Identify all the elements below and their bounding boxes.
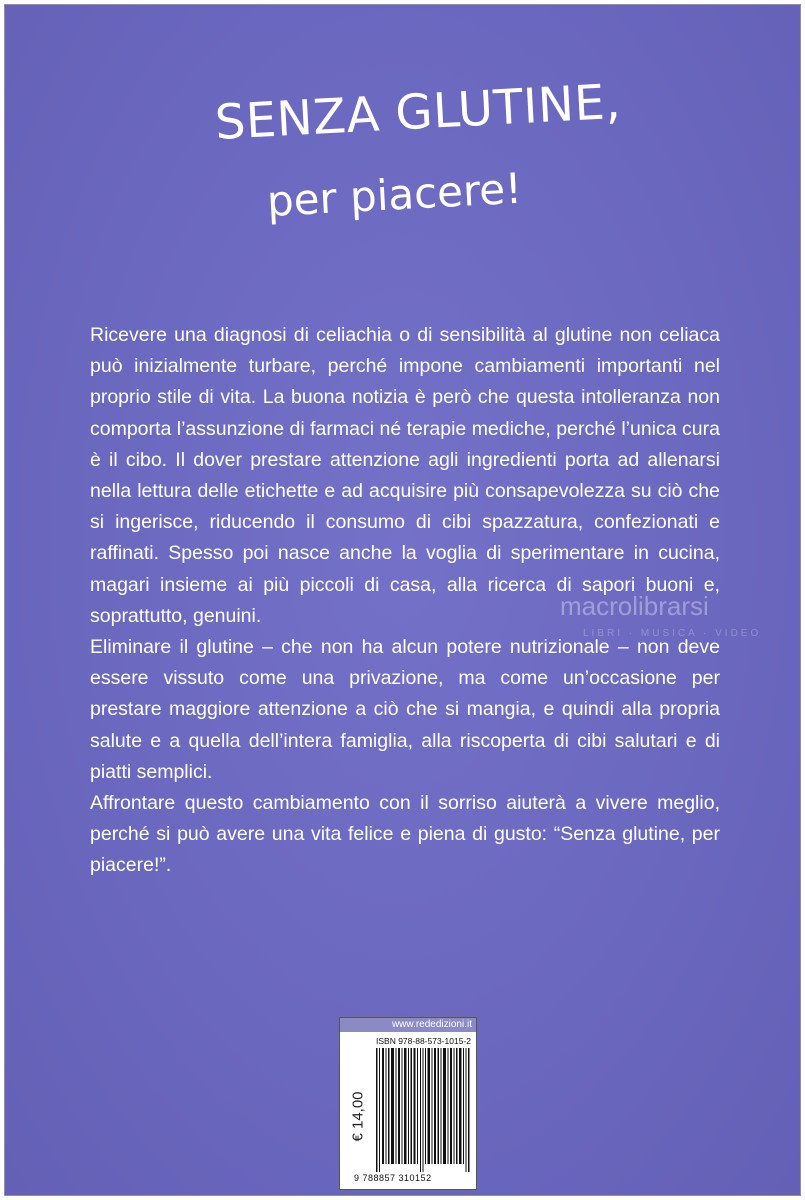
book-title-line1: SENZA GLUTINE,	[213, 73, 623, 151]
barcode-icon	[376, 1048, 470, 1172]
barcode-label	[339, 1017, 477, 1190]
publisher-url: www.rededizioni.it	[340, 1018, 476, 1032]
watermark-subtext: LIBRI · MUSICA · VIDEO	[583, 628, 762, 639]
price-label: € 14,00	[349, 1091, 367, 1142]
book-back-cover	[4, 4, 801, 1196]
blurb-paragraph-1: Ricevere una diagnosi di celiachia o di sensibilità al glutine non celiaca può inizialmente turbare, perché impone cambiamenti importanti nel proprio stile di vita. La buona notizia è però che questa intolleranza non comporta l’assunzione di farmaci né terapie mediche, perché l’unica cura è il cibo. Il dover prestare attenzione agli ingredienti porta ad allenarsi nella lettura delle etichette e ad acquisire più consapevolezza su ciò che si ingerisce, riducendo il consumo di cibi spazzatura, confezionati e raffinati. Spesso poi nasce anche la voglia di sperimentare in cucina, magari insieme ai più piccoli di casa, alla ricerca di sapori buoni e, soprattutto, genuini.	[90, 324, 720, 627]
blurb-paragraph-2: Eliminare il glutine – che non ha alcun potere nutrizionale – non deve essere vissuto come una privazione, ma come un’occasione per prestare maggiore attenzione a ciò che si mangia, e quindi alla propria salute e a quella dell’intera famiglia, alla riscoperta di cibi salutari e di piatti semplici.	[90, 636, 720, 783]
isbn-label: ISBN 978-88-573-1015-2	[376, 1036, 471, 1046]
book-title-line2: per piacere!	[265, 163, 524, 226]
watermark: macrolibrarsi	[560, 591, 709, 621]
blurb-paragraph-3: Affrontare questo cambiamento con il sorriso aiuterà a vivere meglio, perché si può avere una vita felice e piena di gusto: “Senza glutine, per piacere!”.	[90, 792, 720, 877]
barcode-number: 9 788857 310152	[354, 1173, 432, 1183]
